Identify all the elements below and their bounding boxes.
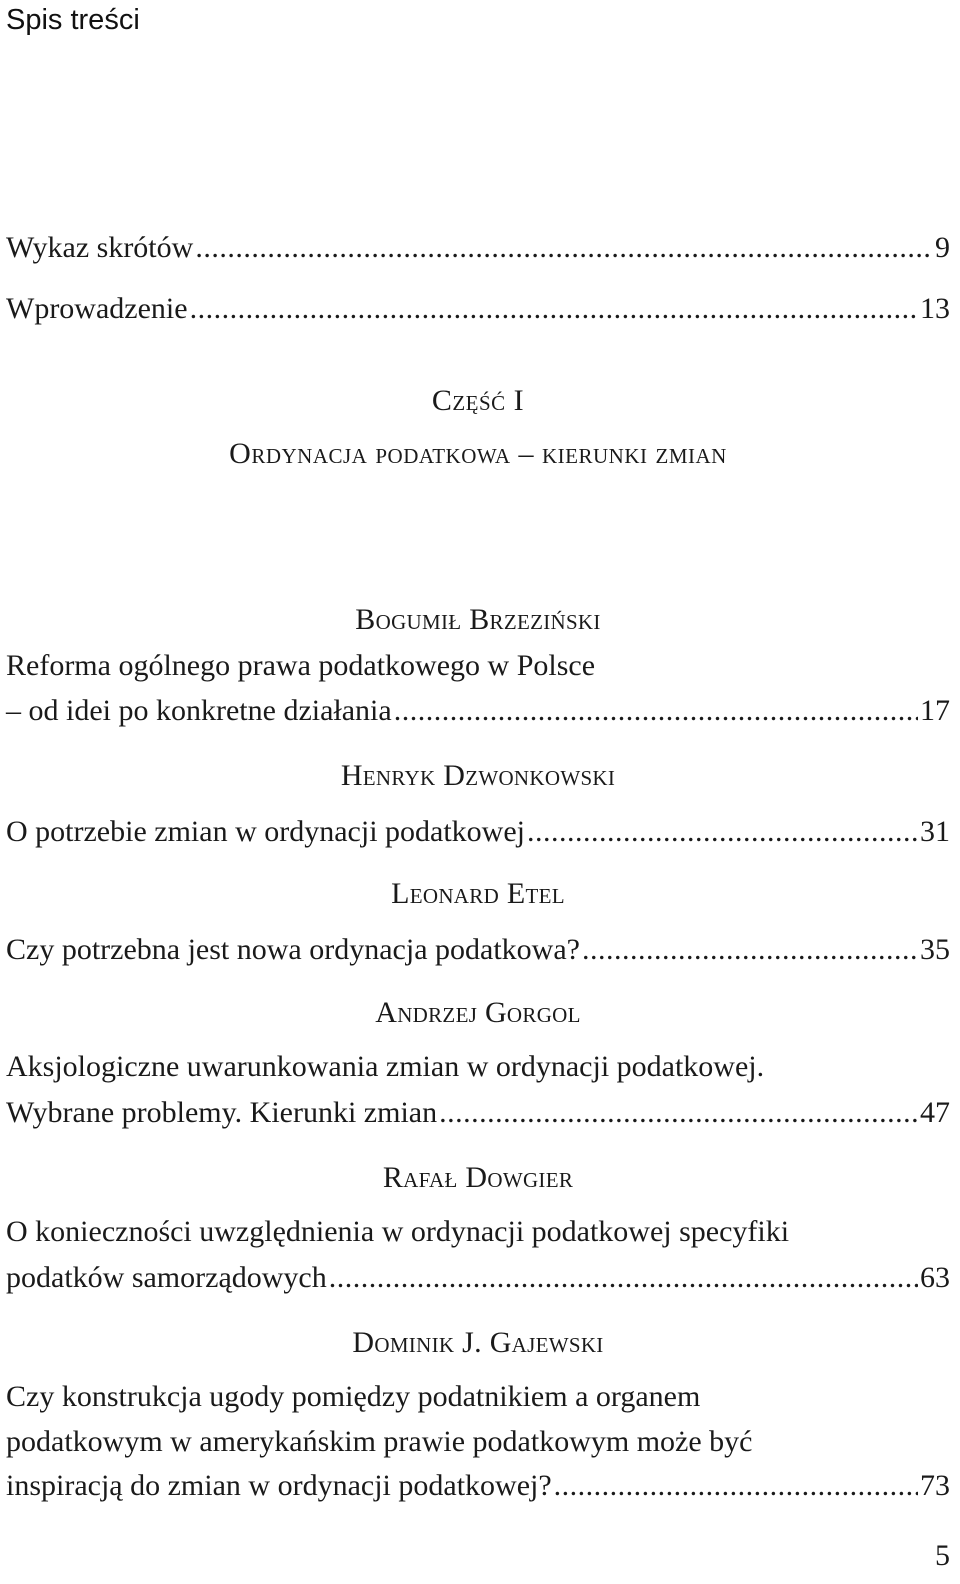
toc-entry-article[interactable] — [6, 1466, 950, 1506]
article-title-line: O konieczności uwzględnienia w ordynacji podatkowej specyfiki — [6, 1215, 790, 1248]
toc-entry-label: O potrzebie zmian w ordynacji podatkowej — [6, 815, 525, 848]
toc-entry-article[interactable] — [6, 1093, 950, 1133]
article-author: Leonard Etel — [391, 877, 565, 910]
article-title-line: Czy konstrukcja ugody pomiędzy podatnikiem a organem — [6, 1380, 701, 1413]
toc-leader-dots — [329, 1258, 918, 1298]
article-author: Henryk Dzwonkowski — [340, 759, 616, 792]
part-label: Część I — [431, 384, 525, 417]
toc-entry-page: 63 — [920, 1261, 950, 1294]
toc-entry-page: 47 — [920, 1096, 950, 1129]
toc-entry-page: 73 — [920, 1469, 950, 1502]
toc-entry-label: Czy potrzebna jest nowa ordynacja podatkowa? — [6, 933, 580, 966]
toc-leader-dots — [195, 228, 933, 268]
article-author: Rafał Dowgier — [382, 1161, 574, 1194]
toc-leader-dots — [527, 812, 918, 852]
toc-entry-label: podatków samorządowych — [6, 1261, 327, 1294]
toc-leader-dots — [439, 1093, 918, 1133]
toc-entry-page: 17 — [920, 694, 950, 727]
toc-entry-label: Wykaz skrótów — [6, 231, 194, 264]
toc-entry-article[interactable] — [6, 691, 950, 731]
part-title: Ordynacja podatkowa – kierunki zmian — [229, 437, 727, 470]
toc-entry-article[interactable] — [6, 930, 950, 970]
article-title-line: podatkowym w amerykańskim prawie podatkowym może być — [6, 1425, 753, 1458]
toc-entry-article[interactable] — [6, 1258, 950, 1298]
toc-entry-label: – od idei po konkretne działania — [6, 694, 392, 727]
toc-entry-page: 9 — [935, 231, 950, 264]
toc-leader-dots — [394, 691, 918, 731]
toc-entry-abbreviations[interactable] — [6, 228, 950, 268]
toc-entry-page: 13 — [920, 292, 950, 325]
toc-entry-page: 35 — [920, 933, 950, 966]
article-title-line: Aksjologiczne uwarunkowania zmian w ordynacji podatkowej. — [6, 1050, 765, 1083]
article-title-line: Reforma ogólnego prawa podatkowego w Polsce — [6, 649, 596, 682]
page-number: 5 — [935, 1539, 950, 1572]
toc-entry-article[interactable] — [6, 812, 950, 852]
toc-leader-dots — [582, 930, 918, 970]
toc-entry-page: 31 — [920, 815, 950, 848]
toc-entry-introduction[interactable] — [6, 289, 950, 329]
toc-entry-label: inspiracją do zmian w ordynacji podatkowej? — [6, 1469, 552, 1502]
toc-leader-dots — [554, 1466, 918, 1506]
article-author: Bogumił Brzeziński — [355, 603, 601, 636]
toc-entry-label: Wybrane problemy. Kierunki zmian — [6, 1096, 438, 1129]
toc-heading: Spis treści — [6, 4, 140, 36]
toc-leader-dots — [190, 289, 918, 329]
toc-entry-label: Wprowadzenie — [6, 292, 188, 325]
article-author: Dominik J. Gajewski — [352, 1326, 604, 1359]
article-author: Andrzej Gorgol — [375, 996, 581, 1029]
